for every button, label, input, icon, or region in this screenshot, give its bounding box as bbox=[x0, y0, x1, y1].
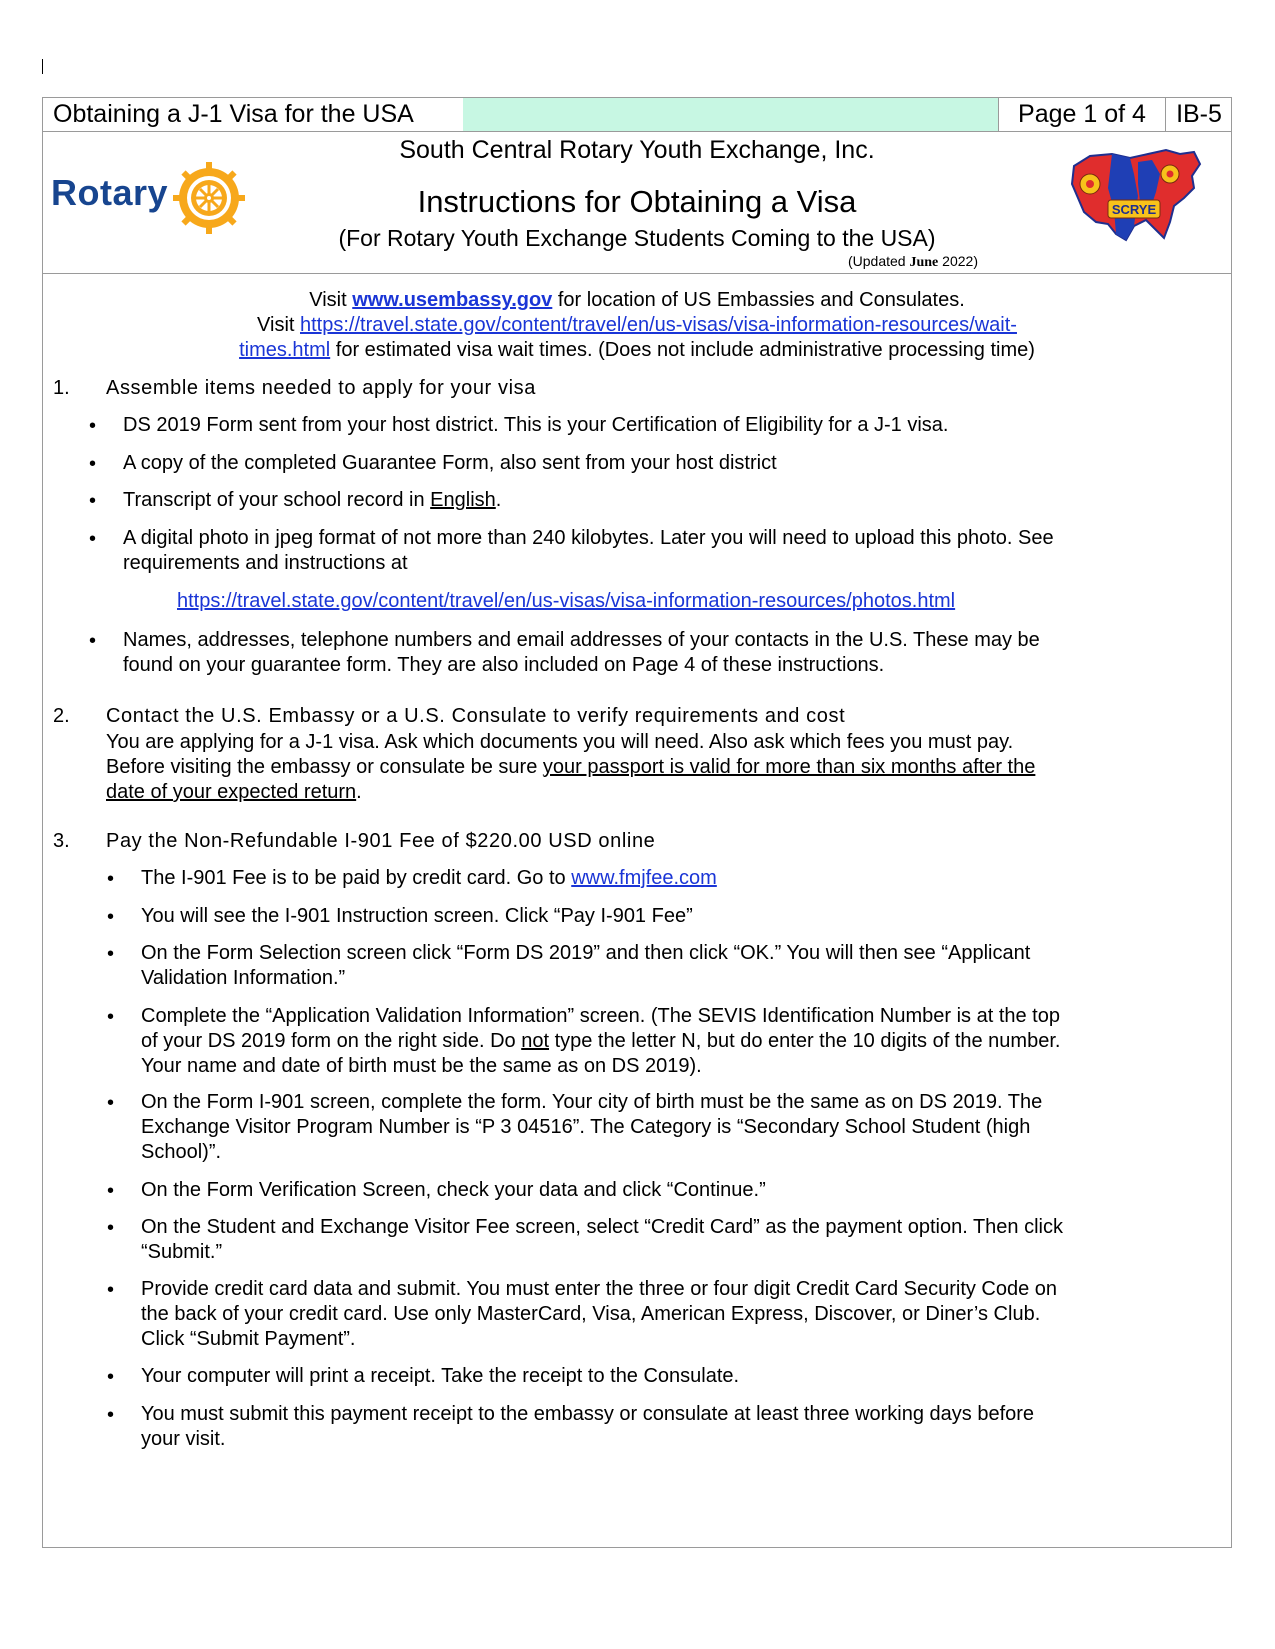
section-3-number: 3. bbox=[53, 830, 70, 852]
intro-block bbox=[43, 274, 1231, 363]
s3-item-form-i901: On the Form I-901 screen, complete the form. Your city of birth must be the same as on DS 2019. The Exchange Visitor Program Number is “P 3 04516”. The Category is “Secondary School Student (high School)”. bbox=[141, 1091, 1043, 1163]
section-2-title: Contact the U.S. Embassy or a U.S. Consulate to verify requirements and cost bbox=[106, 705, 846, 727]
intro-line-wait-times: Visit https://travel.state.gov/content/travel/en/us-visas/visa-information-resources/wait- bbox=[257, 314, 1017, 336]
s3-item-submit-receipt: You must submit this payment receipt to the embassy or consulate at least three working days before your visit. bbox=[141, 1403, 1035, 1450]
s1-item-ds2019: DS 2019 Form sent from your host district. This is your Certification of Eligibility for a J-1 visa. bbox=[123, 414, 949, 436]
s1-item-contacts: Names, addresses, telephone numbers and email addresses of your contacts in the U.S. These may be found on your guarantee form. They are also included on Page 4 of these instructions. bbox=[123, 629, 1040, 676]
bullet-glyph: • bbox=[107, 1006, 115, 1028]
document-body bbox=[43, 274, 1231, 1450]
bullet-glyph: • bbox=[89, 415, 97, 437]
updated-date: (Updated June 2022) bbox=[848, 253, 978, 270]
title-highlight bbox=[463, 98, 998, 131]
text-cursor-mark bbox=[42, 59, 43, 74]
bullet-glyph: • bbox=[107, 1217, 115, 1239]
fmjfee-link[interactable]: www.fmjfee.com bbox=[571, 867, 717, 889]
section-2-number: 2. bbox=[53, 705, 70, 727]
s3-item-form-selection: On the Form Selection screen click “Form DS 2019” and then click “OK.” You will then see “Applicant Validation Information.” bbox=[141, 942, 1031, 989]
bullet-glyph: • bbox=[89, 528, 97, 550]
organization-name: South Central Rotary Youth Exchange, Inc. bbox=[399, 136, 875, 164]
wait-times-link[interactable]: https://travel.state.gov/content/travel/en/us-visas/visa-information-resources/wait- bbox=[300, 314, 1017, 336]
doc-code: IB-5 bbox=[1176, 100, 1222, 128]
bullet-glyph: • bbox=[107, 1092, 115, 1114]
s3-item-form-verification: On the Form Verification Screen, check your data and click “Continue.” bbox=[141, 1179, 766, 1201]
s1-photo-link-line bbox=[177, 589, 955, 614]
page-indicator: Page 1 of 4 bbox=[998, 98, 1166, 131]
s3-item-pay-by-card: The I-901 Fee is to be paid by credit card. Go to www.fmjfee.com bbox=[141, 867, 717, 889]
document-heading: Instructions for Obtaining a Visa bbox=[417, 184, 857, 219]
title-bar bbox=[43, 98, 1231, 132]
bullet-glyph: • bbox=[107, 1279, 115, 1301]
section-1-number: 1. bbox=[53, 377, 70, 399]
document-subheading: (For Rotary Youth Exchange Students Coming to the USA) bbox=[338, 225, 936, 251]
bullet-glyph: • bbox=[107, 1366, 115, 1388]
bullet-glyph: • bbox=[107, 1404, 115, 1426]
bullet-glyph: • bbox=[89, 490, 97, 512]
bullet-glyph: • bbox=[107, 943, 115, 965]
s3-item-fee-screen: On the Student and Exchange Visitor Fee screen, select “Credit Card” as the payment option. Then click “Submit.” bbox=[141, 1216, 1063, 1263]
doc-title: Obtaining a J-1 Visa for the USA bbox=[53, 100, 414, 128]
rotary-logo-text: Rotary bbox=[51, 172, 169, 213]
svg-text:SCRYE: SCRYE bbox=[1111, 202, 1157, 217]
s3-item-receipt: Your computer will print a receipt. Take the receipt to the Consulate. bbox=[141, 1365, 740, 1387]
scrye-us-map-logo bbox=[1068, 144, 1203, 244]
intro-line-wait-times-cont: times.html for estimated visa wait times. (Does not include administrative processing time) bbox=[239, 339, 1035, 361]
bullet-glyph: • bbox=[89, 453, 97, 475]
document-frame bbox=[42, 97, 1232, 1548]
s1-item-photo: A digital photo in jpeg format of not more than 240 kilobytes. Later you will need to upload this photo. See requirements and instructions at bbox=[123, 527, 1054, 574]
bullet-glyph: • bbox=[107, 1180, 115, 1202]
s1-item-guarantee-form: A copy of the completed Guarantee Form, also sent from your host district bbox=[123, 452, 777, 474]
document-header bbox=[43, 132, 1231, 274]
photo-requirements-link[interactable]: https://travel.state.gov/content/travel/en/us-visas/visa-information-resources/photos.html bbox=[177, 590, 956, 612]
bullet-glyph: • bbox=[107, 868, 115, 890]
section-1-title: Assemble items needed to apply for your visa bbox=[106, 377, 536, 399]
section-3-title: Pay the Non-Refundable I-901 Fee of $220.00 USD online bbox=[106, 830, 656, 852]
intro-line-embassy: Visit www.usembassy.gov for location of US Embassies and Consulates. bbox=[309, 289, 965, 311]
s1-item-transcript: Transcript of your school record in English. bbox=[123, 489, 502, 511]
bullet-glyph: • bbox=[107, 906, 115, 928]
s3-item-credit-card-data: Provide credit card data and submit. You must enter the three or four digit Credit Card Security Code on the back of your credit card. Use only MasterCard, Visa, American Express, Discover, or Diner’s Club. Click “Submit Payment”. bbox=[141, 1278, 1058, 1350]
bullet-glyph: • bbox=[89, 630, 97, 652]
s3-item-validation-info: Complete the “Application Validation Information” screen. (The SEVIS Identification Number is at the top of your DS 2019 form on the right side. Do not type the letter N, but do enter the 10 digits of the number. Your name and date of birth must be the same as on DS 2019). bbox=[141, 1005, 1061, 1077]
s3-item-instruction-screen: You will see the I-901 Instruction screen. Click “Pay I-901 Fee” bbox=[141, 905, 693, 927]
section-2-body: You are applying for a J-1 visa. Ask which documents you will need. Also ask which fees you must pay. Before visiting the embassy or consulate be sure your passport is valid for more than six months after the date of your expected return. bbox=[106, 731, 1036, 803]
wait-times-link-cont[interactable]: times.html bbox=[239, 339, 331, 361]
usembassy-link[interactable]: www.usembassy.gov bbox=[352, 289, 553, 311]
